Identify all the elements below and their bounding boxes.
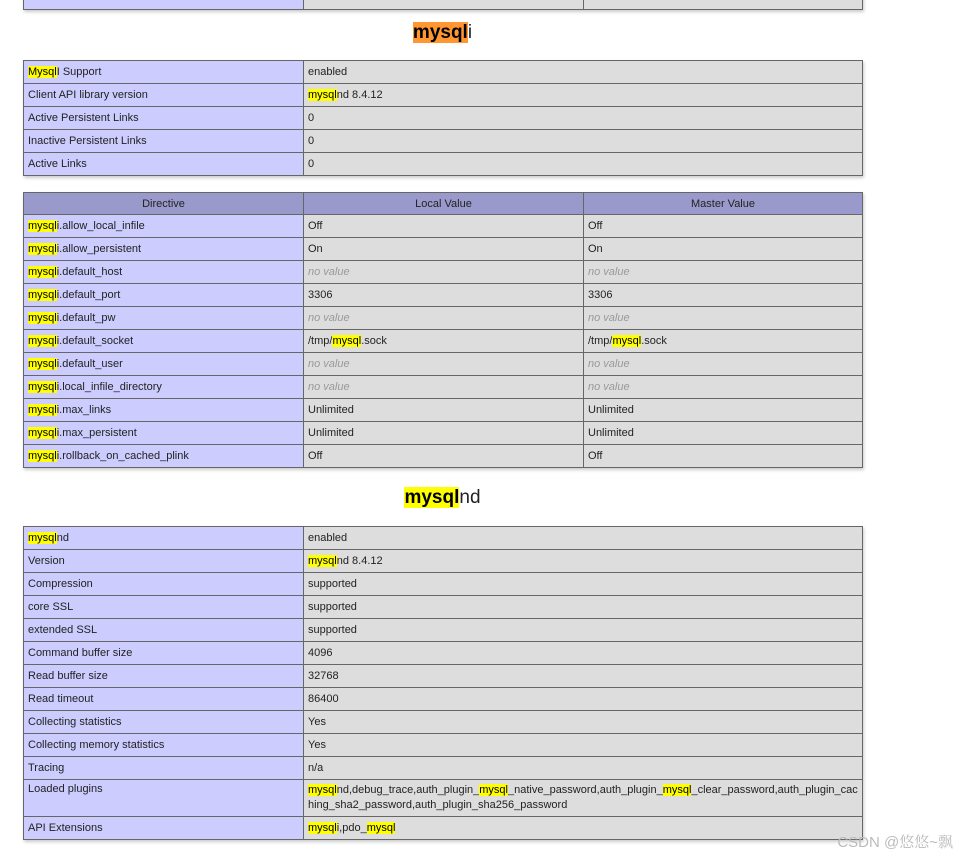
table-row [24,130,863,153]
master-value: /tmp/mysql.sock [584,330,863,353]
info-value: 0 [304,130,863,153]
directive-name: mysqli.local_infile_directory [24,376,304,399]
search-highlight: mysql [28,289,57,301]
table-row [24,215,863,238]
search-highlight: mysql [28,532,57,544]
table-row [24,711,863,734]
table-row [24,376,863,399]
master-value: Unlimited [584,422,863,445]
table-row [24,330,863,353]
mysqlnd-label: API Extensions [24,817,304,840]
table-row [24,307,863,330]
info-label: Inactive Persistent Links [24,130,304,153]
master-value: no value [584,261,863,284]
local-value: Unlimited [304,399,584,422]
mysqlnd-label: Read buffer size [24,665,304,688]
mysqlnd-label: extended SSL [24,619,304,642]
search-highlight: mysql [308,89,337,101]
table-row [24,238,863,261]
table-row [24,596,863,619]
master-value: Off [584,445,863,468]
search-highlight: mysql [308,555,337,567]
search-highlight: mysql [662,784,692,796]
info-label: Active Links [24,153,304,176]
mysqlnd-label: Collecting statistics [24,711,304,734]
mysqlnd-value: mysqlnd,debug_trace,auth_plugin_mysql_native_password,auth_plugin_mysql_clear_password,auth_plugin_caching_sha2_password,auth_plugin_sha256_password [304,780,863,817]
master-value-header: Master Value [584,193,863,215]
search-highlight: mysql [28,220,57,232]
mysqlnd-table [23,526,863,840]
mysqlnd-value: 86400 [304,688,863,711]
info-value: enabled [304,61,863,84]
mysqlnd-value: mysqlnd 8.4.12 [304,550,863,573]
search-highlight: mysql [28,381,57,393]
directive-name: mysqli.max_links [24,399,304,422]
mysqlnd-label: Loaded plugins [24,780,304,817]
search-highlight: Mysql [28,66,57,78]
mysqlnd-value: 4096 [304,642,863,665]
local-value: no value [304,307,584,330]
table-row [24,619,863,642]
mysqlnd-value: supported [304,573,863,596]
table-row [24,399,863,422]
table-row [24,61,863,84]
table-row [24,107,863,130]
mysqlnd-value: Yes [304,734,863,757]
master-value: On [584,238,863,261]
table-row [24,734,863,757]
directive-name: mysqli.rollback_on_cached_plink [24,445,304,468]
directive-name: mysqli.allow_persistent [24,238,304,261]
local-value: no value [304,353,584,376]
info-label: Active Persistent Links [24,107,304,130]
master-value: no value [584,376,863,399]
directive-name: mysqli.default_pw [24,307,304,330]
local-value: /tmp/mysql.sock [304,330,584,353]
table-row [24,688,863,711]
local-value: Off [304,215,584,238]
mysqli-section-title: mysqli [412,22,473,43]
mysqlnd-label: Command buffer size [24,642,304,665]
mysqlnd-value: enabled [304,527,863,550]
master-value: Off [584,215,863,238]
table-row [24,757,863,780]
directive-name: mysqli.default_port [24,284,304,307]
info-value: 0 [304,107,863,130]
mysqlnd-value: supported [304,596,863,619]
table-row [24,84,863,107]
local-value: Off [304,445,584,468]
info-value: 0 [304,153,863,176]
table-row [24,780,863,817]
table-row [24,573,863,596]
mysqlnd-value: 32768 [304,665,863,688]
mysqlnd-label: Collecting memory statistics [24,734,304,757]
mysqli-info-table [23,60,863,176]
search-highlight: mysql [479,784,508,796]
table-row [24,284,863,307]
mysqlnd-value: n/a [304,757,863,780]
search-highlight: mysql [28,243,57,255]
directive-name: mysqli.max_persistent [24,422,304,445]
master-value: 3306 [584,284,863,307]
mysqlnd-value: Yes [304,711,863,734]
search-highlight: mysql [28,335,57,347]
search-highlight: mysql [308,784,337,796]
local-value-header: Local Value [304,193,584,215]
directive-name: mysqli.allow_local_infile [24,215,304,238]
table-row [24,445,863,468]
search-highlight: mysql [28,266,57,278]
search-highlight: mysql [28,450,57,462]
search-highlight: mysql [366,822,396,834]
table-row [24,353,863,376]
table-row [24,642,863,665]
table-row [24,422,863,445]
master-value: Unlimited [584,399,863,422]
mysqlnd-label: Version [24,550,304,573]
mysqli-directives-table [23,192,863,468]
local-value: no value [304,261,584,284]
table-row [24,527,863,550]
search-highlight: mysql [28,427,57,439]
table-row [24,261,863,284]
search-highlight: mysql [308,822,337,834]
info-value: mysqlnd 8.4.12 [304,84,863,107]
local-value: no value [304,376,584,399]
search-highlight: mysql [28,312,57,324]
info-label: Client API library version [24,84,304,107]
master-value: no value [584,307,863,330]
directive-name: mysqli.default_socket [24,330,304,353]
local-value: On [304,238,584,261]
table-row [24,550,863,573]
previous-table-stub [23,0,863,10]
directive-header: Directive [24,193,304,215]
master-value: no value [584,353,863,376]
search-highlight: mysql [332,335,362,347]
mysqlnd-label: Tracing [24,757,304,780]
mysqlnd-label: core SSL [24,596,304,619]
mysqlnd-label: Read timeout [24,688,304,711]
local-value: Unlimited [304,422,584,445]
info-label: MysqlI Support [24,61,304,84]
directive-name: mysqli.default_user [24,353,304,376]
mysqlnd-label: Compression [24,573,304,596]
watermark: CSDN @悠悠~飘 [837,834,953,851]
mysqlnd-value: mysqli,pdo_mysql [304,817,863,840]
mysqlnd-section-title: mysqlnd [404,487,481,508]
directive-name: mysqli.default_host [24,261,304,284]
mysqlnd-label: mysqlnd [24,527,304,550]
search-highlight: mysql [612,335,642,347]
local-value: 3306 [304,284,584,307]
table-row [24,665,863,688]
table-row [24,817,863,840]
search-highlight: mysql [28,358,57,370]
mysqlnd-value: supported [304,619,863,642]
search-highlight: mysql [28,404,57,416]
table-row [24,153,863,176]
